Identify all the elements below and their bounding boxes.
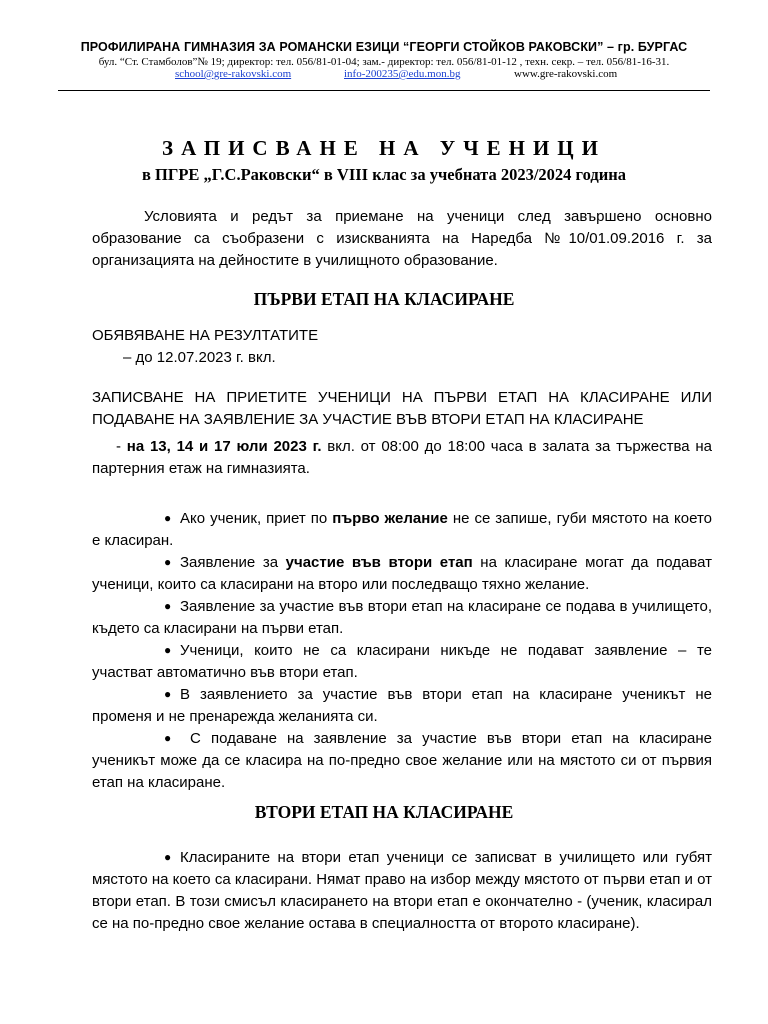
enroll-dates: на 13, 14 и 17 юли 2023 г. (126, 438, 322, 455)
stage1-bullet-list (92, 508, 712, 794)
list-item: ● Ученици, които не са класирани никъде не подават заявление – те участват автоматично във втори етап. (92, 640, 712, 684)
document-subtitle: в ПГРЕ „Г.С.Раковски“ в VIII клас за учебната 2023/2024 година (141, 165, 627, 184)
list-item: ● Класираните на втори етап ученици се записват в училището или губят мястото на което са класирани. Нямат право на избор между мястото от първи етап и от втори етап. В този смисъл класирането на втори етап е окончателно - (ученик, класирал се на по-предно свое желание остава в специалността от второто класиране). (92, 847, 712, 935)
results-label: ОБЯВЯВАНЕ НА РЕЗУЛТАТИТЕ (92, 327, 319, 344)
letterhead (0, 40, 768, 82)
stage2-bullet-list (92, 847, 712, 935)
email-link-info[interactable]: info-200235@edu.mon.bg (344, 68, 461, 80)
bullet-icon: ● (164, 643, 172, 657)
bullet-icon: ● (164, 731, 172, 745)
bullet-icon: ● (164, 687, 172, 701)
contact-links (0, 68, 768, 82)
list-item: ● Ако ученик, приет по първо желание не се запише, губи мястото на което е класиран. (92, 508, 712, 552)
bullet-icon: ● (164, 599, 172, 613)
bullet-icon: ● (164, 850, 172, 864)
school-name: ПРОФИЛИРАНА ГИМНАЗИЯ ЗА РОМАНСКИ ЕЗИЦИ “ГЕОРГИ СТОЙКОВ РАКОВСКИ” – гр. БУРГАС (80, 40, 688, 54)
enroll-dash: - (116, 438, 121, 455)
header-divider (58, 90, 710, 91)
intro-paragraph: Условията и редът за приемане на ученици след завършено основно образование са съобразени с изискванията на Наредба №10/01.09.2016 г. за организацията на дейностите в училищното образование. (92, 208, 712, 269)
results-date: – до 12.07.2023 г. вкл. (123, 349, 276, 366)
bullet-icon: ● (164, 511, 172, 525)
bullet-icon: ● (164, 555, 172, 569)
email-link-school[interactable]: school@gre-rakovski.com (175, 68, 292, 80)
stage1-heading: ПЪРВИ ЕТАП НА КЛАСИРАНЕ (253, 289, 515, 309)
website-text: www.gre-rakovski.com (514, 68, 618, 80)
list-item: ● В заявлението за участие във втори етап на класиране ученикът не променя и не пренарежда желанията си. (92, 684, 712, 728)
list-item: ● С подаване на заявление за участие във втори етап на класиране ученикът може да се класира на по-предно свое желание или на мястото си от първия етап на класиране. (92, 728, 712, 794)
list-item: ● Заявление за участие във втори етап на класиране могат да подават ученици, които са класирани на второ или последващо тяхно желание. (92, 552, 712, 596)
enroll-rest: вкл. от 08:00 до 18:00 часа в залата за тържества на партерния етаж на гимназията. (92, 438, 712, 477)
stage2-heading: ВТОРИ ЕТАП НА КЛАСИРАНЕ (254, 802, 514, 822)
document-title: ЗАПИСВАНЕ НА УЧЕНИЦИ (162, 136, 606, 160)
enroll-details (92, 436, 712, 480)
list-item: ● Заявление за участие във втори етап на класиране се подава в училището, където са класирани на първи етап. (92, 596, 712, 640)
enroll-label: ЗАПИСВАНЕ НА ПРИЕТИТЕ УЧЕНИЦИ НА ПЪРВИ ЕТАП НА КЛАСИРАНЕ ИЛИ ПОДАВАНЕ НА ЗАЯВЛЕНИЕ ЗА УЧАСТИЕ ВЪВ ВТОРИ ЕТАП НА КЛАСИРАНЕ (92, 389, 712, 428)
school-address: бул. “Ст. Стамболов”№ 19; директор: тел. 056/81-01-04; зам.- директор: тел. 056/81-01-12 , техн. секр. – тел. 056/81-16-31. (98, 56, 670, 68)
